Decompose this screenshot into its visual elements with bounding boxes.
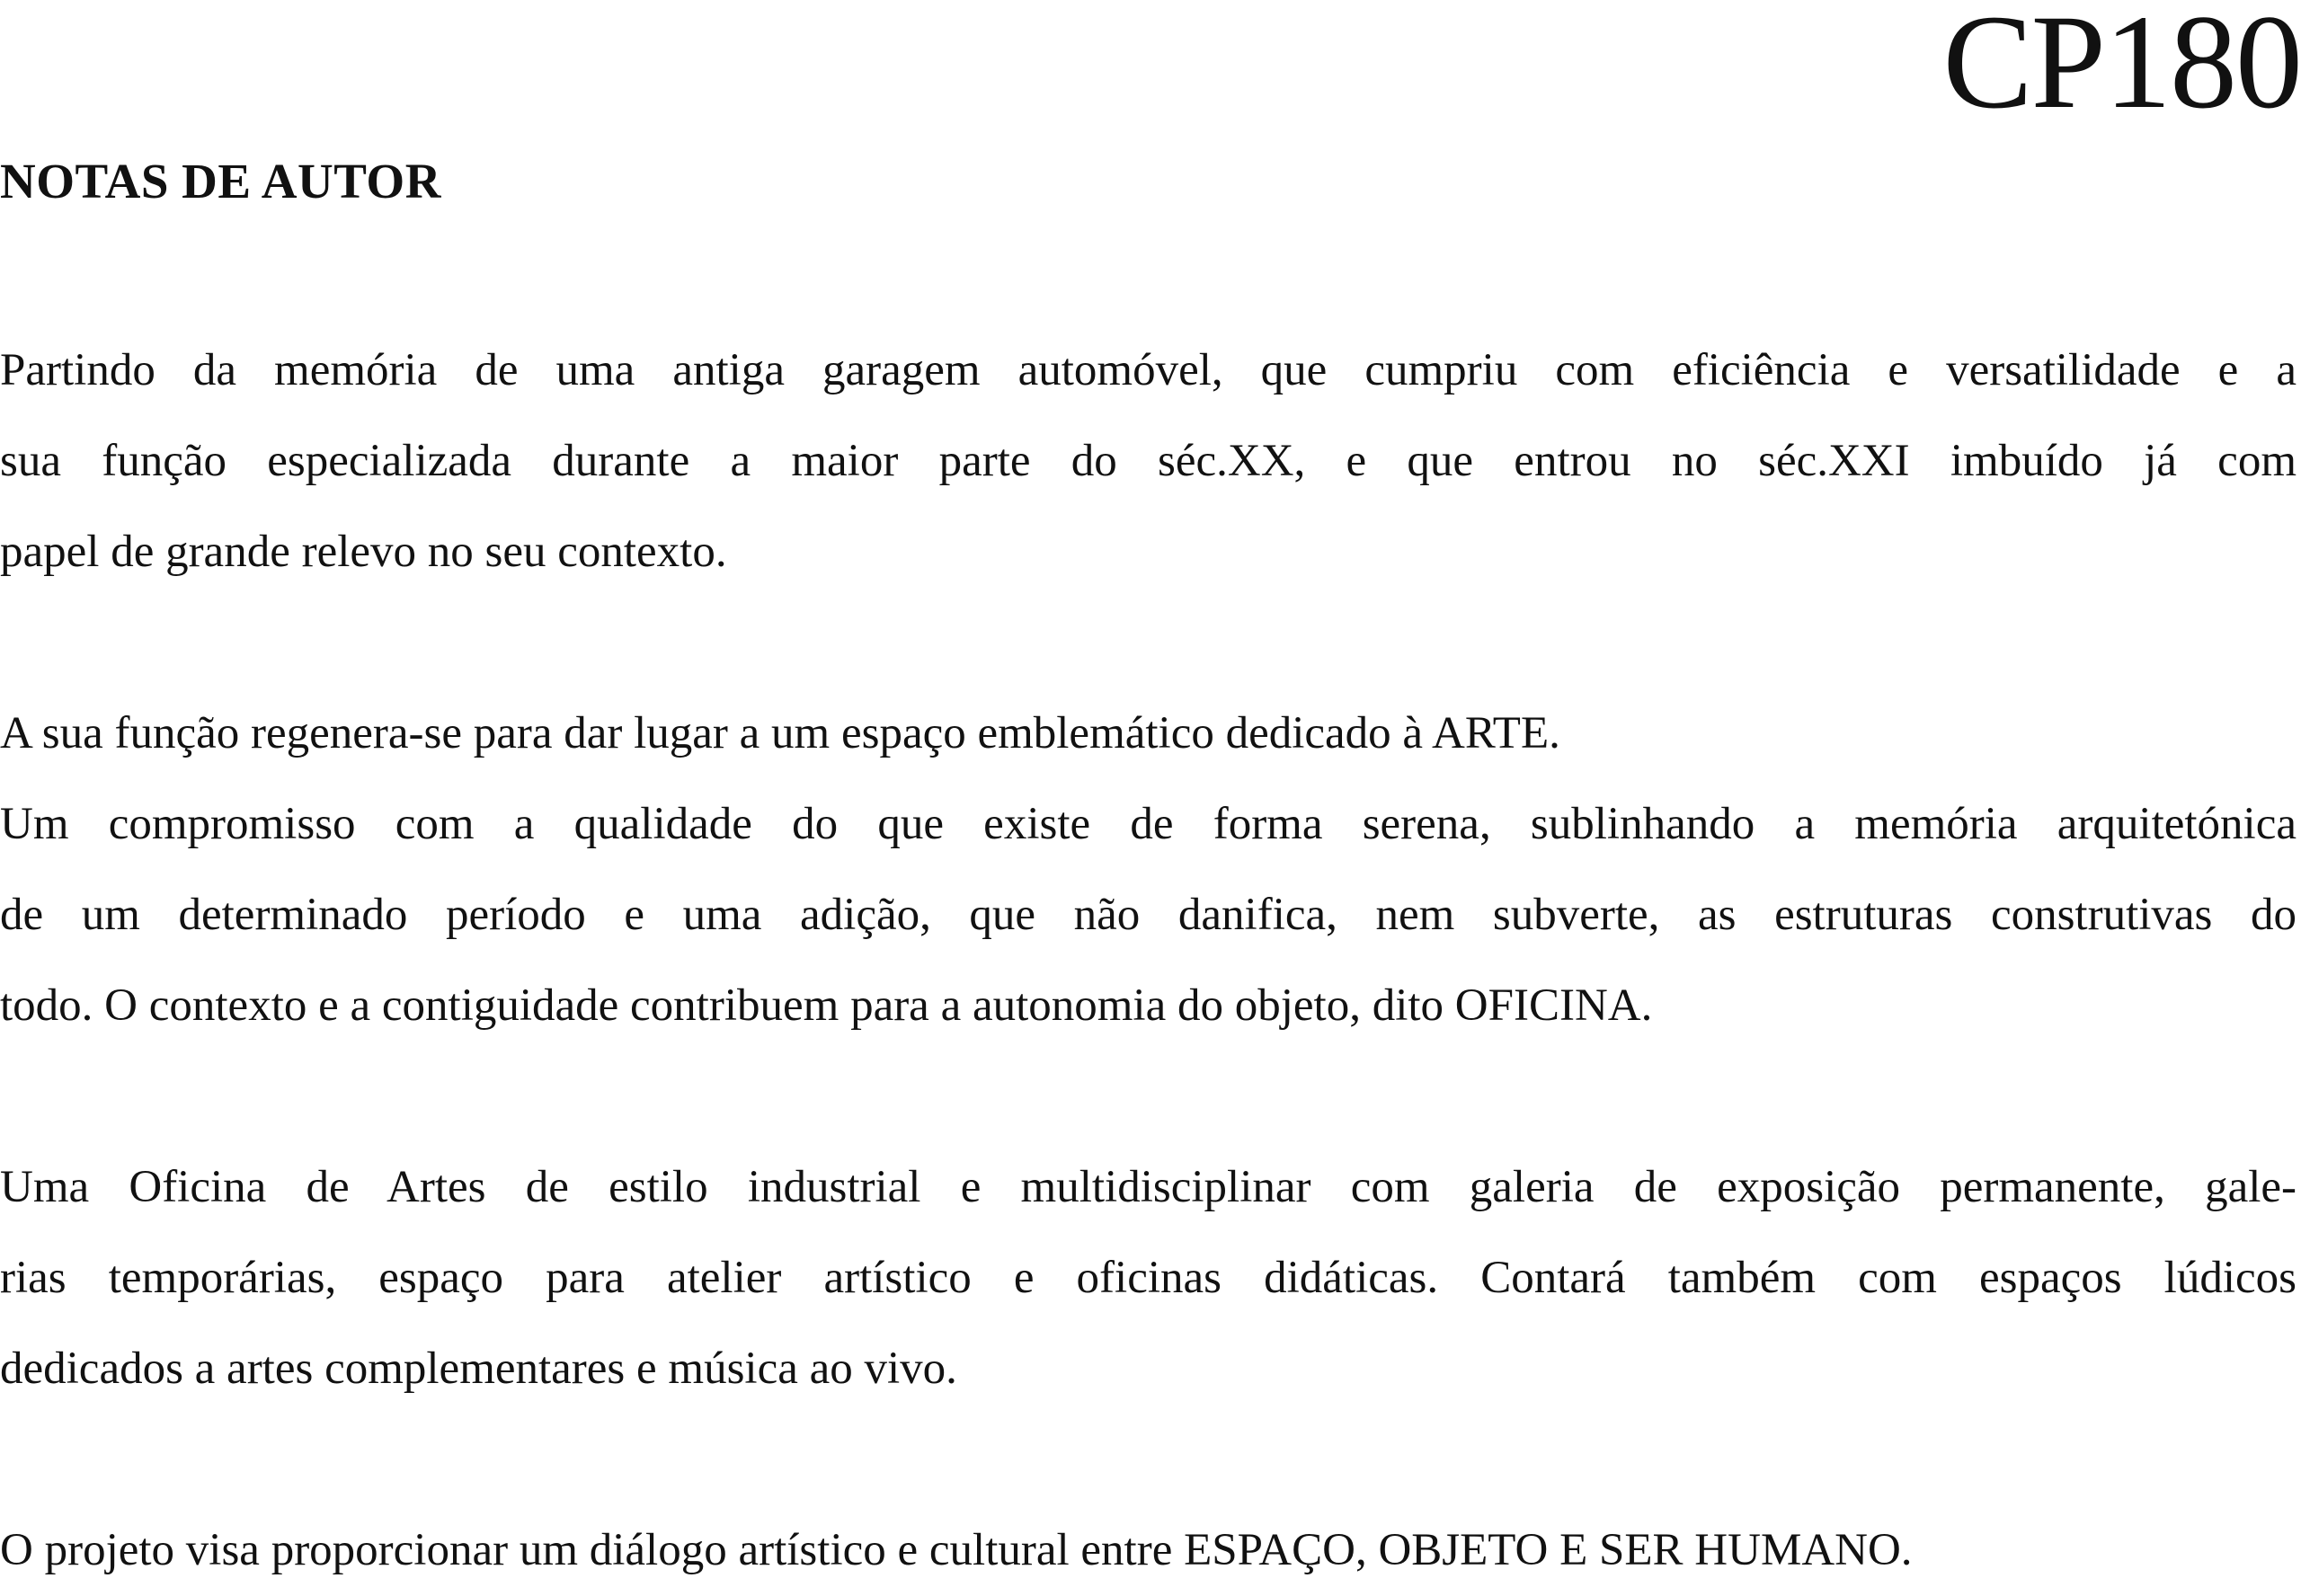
text-line: de um determinado período e uma adição, que não danifica, nem subverte, as estruturas construtivas do	[0, 890, 2297, 940]
paragraph-project-aim	[0, 1505, 2297, 1596]
text-line: papel de grande relevo no seu contexto.	[0, 527, 727, 577]
text-line: A sua função regenera-se para dar lugar a um espaço emblemático dedicado à ARTE.	[0, 708, 1560, 758]
paragraph-oficina-de-artes	[0, 1142, 2297, 1414]
paragraph-spacer	[0, 598, 2297, 688]
text-line: O projeto visa proporcionar um diálogo artístico e cultural entre ESPAÇO, OBJETO E SER HUMANO.	[0, 1525, 1913, 1575]
text-line: Partindo da memória de uma antiga garagem automóvel, que cumpriu com eficiência e versatilidade e a	[0, 345, 2297, 395]
paragraph-spacer	[0, 1414, 2297, 1505]
section-heading: NOTAS DE AUTOR	[0, 154, 441, 208]
text-line: Uma Oficina de Artes de estilo industrial e multidisciplinar com galeria de exposição permanente, gale-	[0, 1162, 2297, 1212]
paragraph-spacer	[0, 1051, 2297, 1142]
text-line: rias temporárias, espaço para atelier artístico e oficinas didáticas. Contará também com espaços lúdicos	[0, 1253, 2297, 1303]
paragraph-garage-memory	[0, 325, 2297, 598]
paragraph-art-function	[0, 688, 2297, 779]
text-line: sua função especializada durante a maior parte do séc.XX, e que entrou no séc.XXI imbuído já com	[0, 436, 2297, 486]
paragraph-commitment	[0, 779, 2297, 1051]
document-code: CP180	[1942, 0, 2301, 137]
text-line: dedicados a artes complementares e música ao vivo.	[0, 1343, 957, 1394]
text-line: Um compromisso com a qualidade do que existe de forma serena, sublinhando a memória arquitetónica	[0, 799, 2297, 849]
text-line: todo. O contexto e a contiguidade contribuem para a autonomia do objeto, dito OFICINA.	[0, 980, 1653, 1031]
author-notes-body	[0, 325, 2297, 1596]
